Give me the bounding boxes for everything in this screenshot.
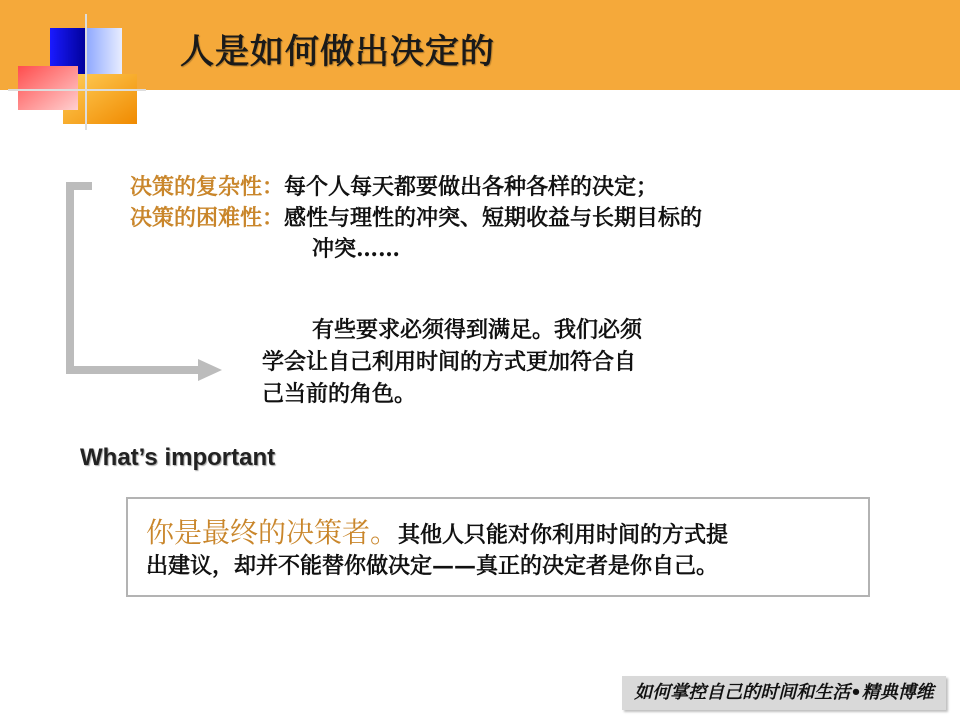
point-difficulty-continuation: 冲突…… [312,236,401,262]
point-complexity [130,170,658,201]
callout-box [126,497,870,597]
footer-caption: 如何掌控自己的时间和生活•精典博维 [622,676,946,710]
paragraph-line: 有些要求必须得到满足。我们必须 [312,317,643,343]
role-paragraph [262,314,732,410]
paragraph-line: 己当前的角色。 [262,381,417,407]
point-label: 决策的复杂性： [130,174,285,200]
point-label: 决策的困难性： [130,205,285,231]
callout-line-1 [146,511,728,551]
point-text: 感性与理性的冲突、短期收益与长期目标的 [284,205,703,231]
page-title: 人是如何做出决定的 [180,32,495,72]
point-difficulty [130,201,702,232]
callout-line-2: 出建议，却并不能替你做决定——真正的决定者是你自己。 [146,553,719,579]
decorative-squares-logo [0,0,150,135]
point-text: 每个人每天都要做出各种各样的决定； [284,174,659,200]
callout-emphasis: 你是最终的决策者。 [146,516,399,549]
paragraph-line: 学会让自己利用时间的方式更加符合自 [262,349,637,375]
callout-text: 其他人只能对你利用时间的方式提 [398,522,729,548]
important-heading: What’s important [80,444,276,471]
